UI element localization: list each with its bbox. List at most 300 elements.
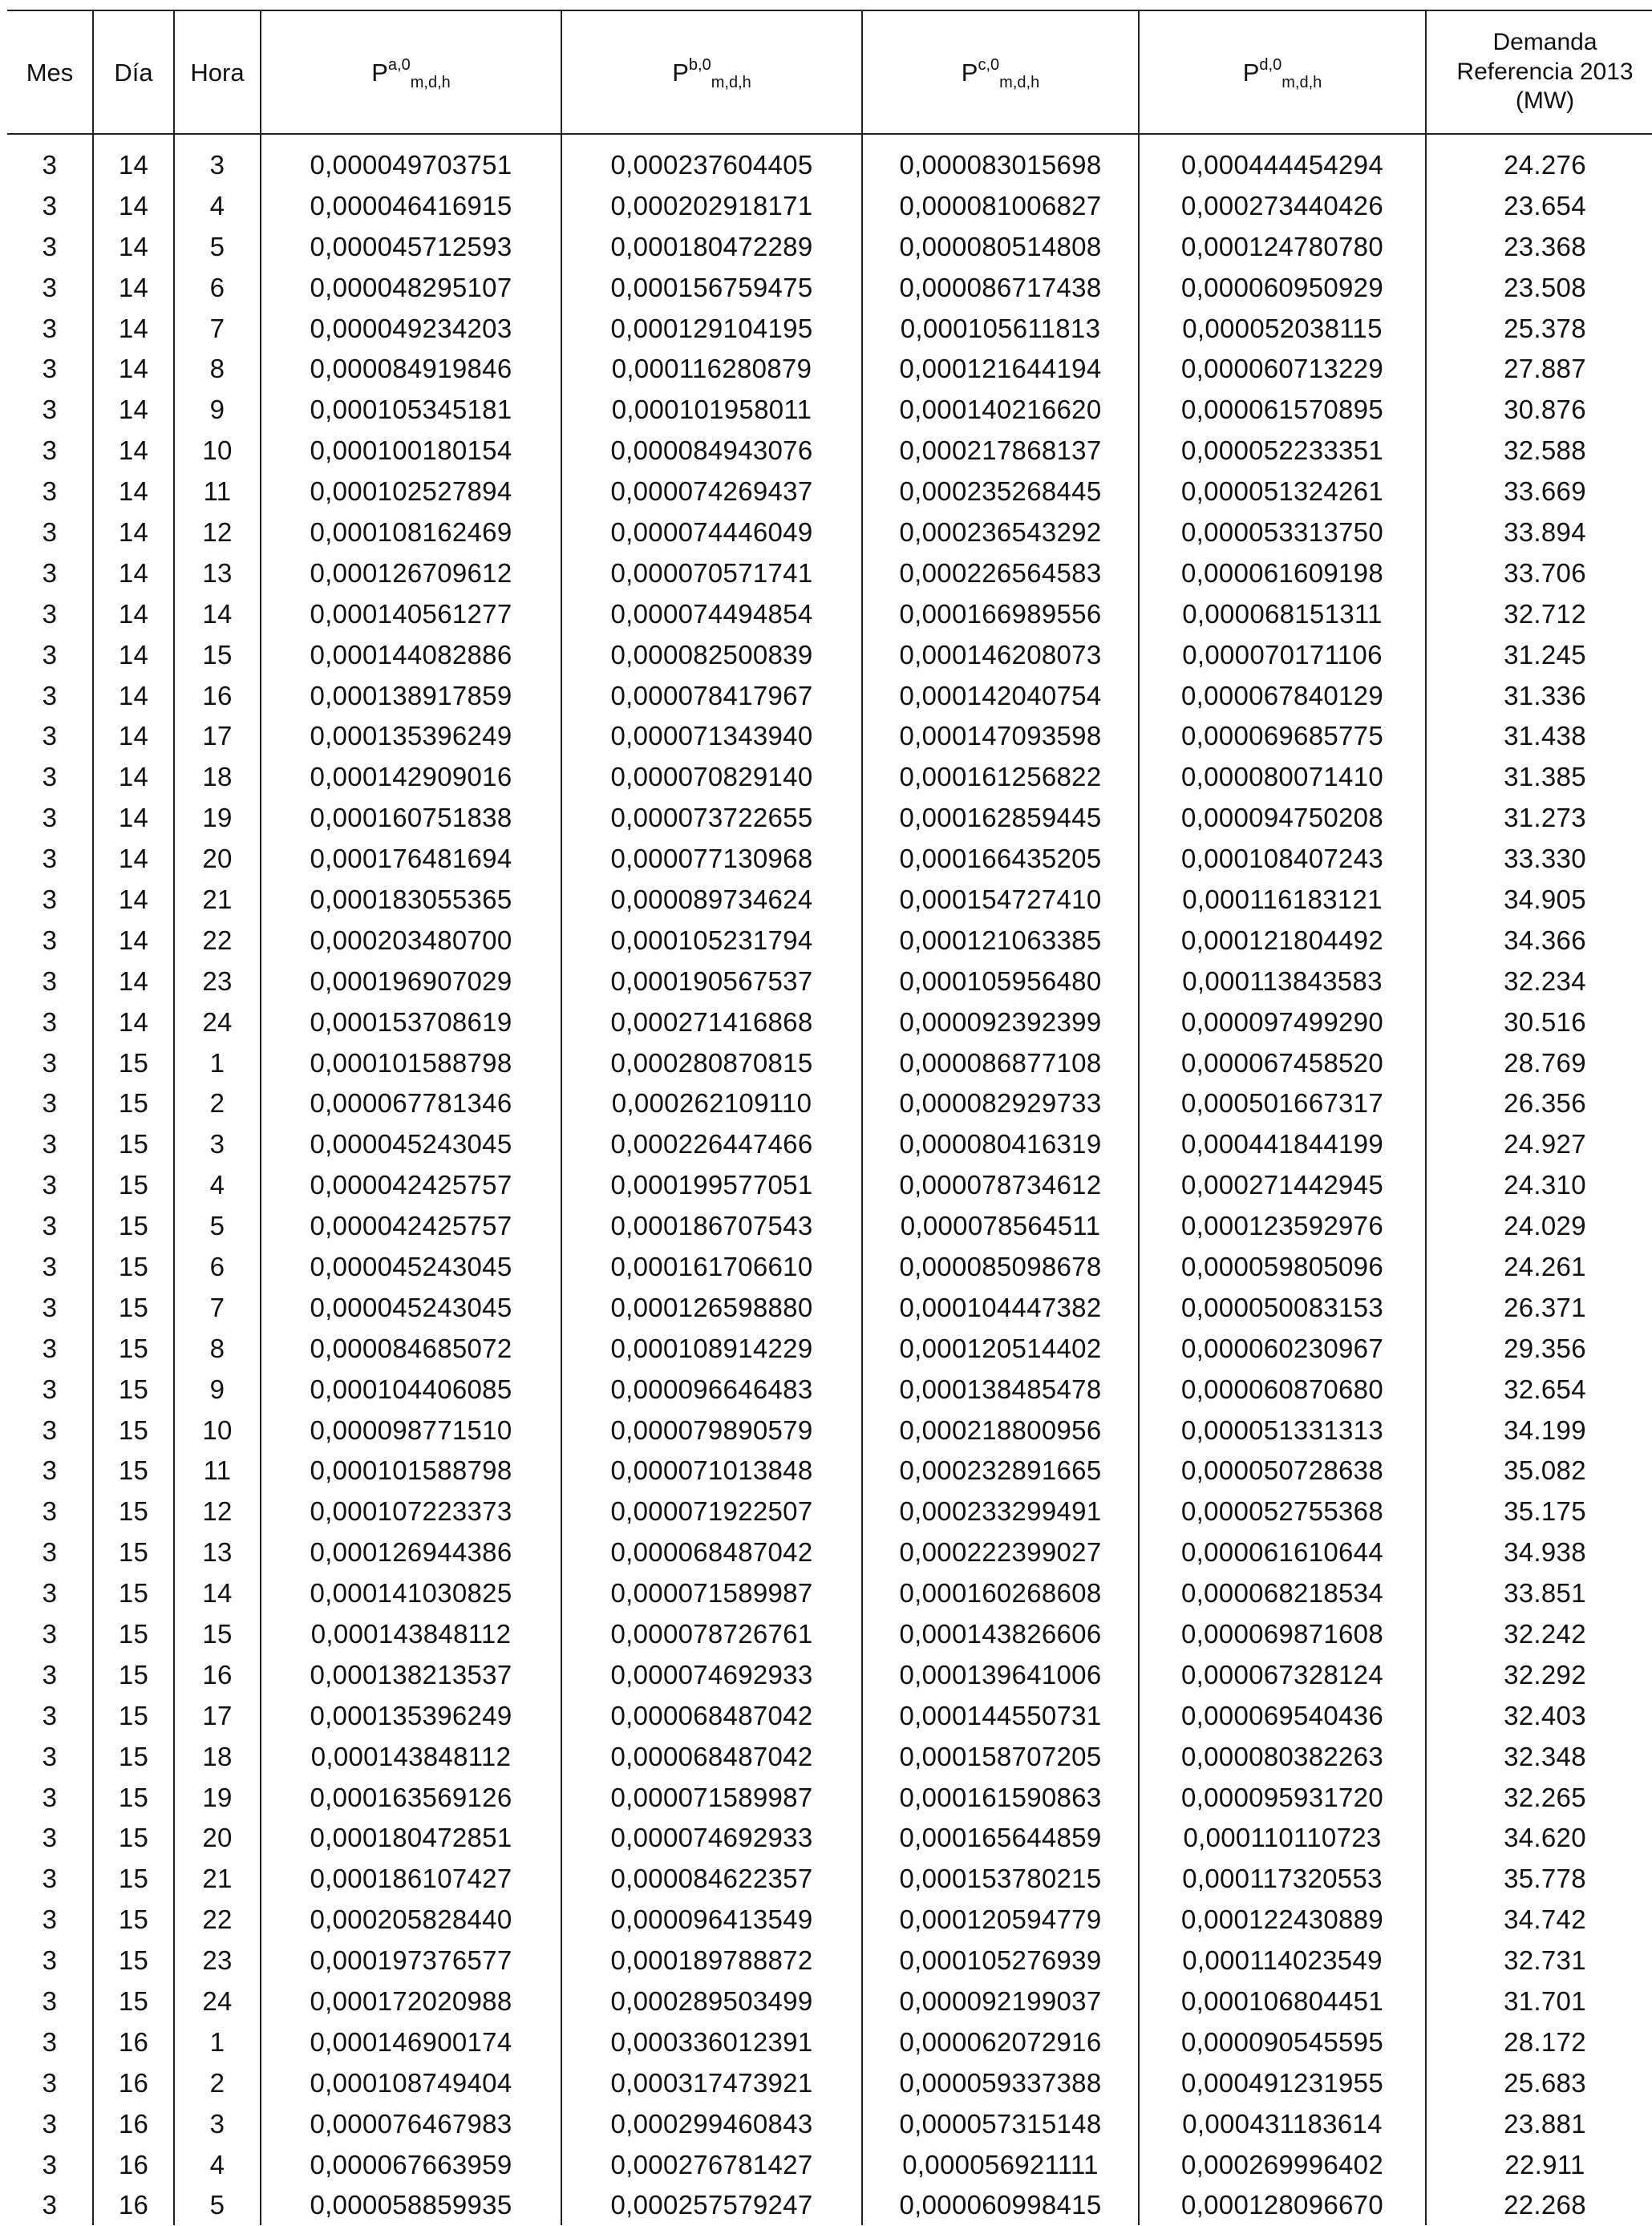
demanda-cell: 34.199	[1426, 1410, 1652, 1451]
table-row	[7, 1410, 1652, 1451]
demanda-cell: 34.366	[1426, 920, 1652, 961]
table-row	[7, 1654, 1652, 1695]
p-d-cell: 0,000051324261	[1139, 471, 1426, 512]
dia-cell: 14	[93, 308, 174, 349]
p-b-cell: 0,000199577051	[561, 1164, 862, 1205]
dia-cell: 15	[93, 1042, 174, 1083]
p-b-cell: 0,000071013848	[561, 1451, 862, 1491]
p-a-cell: 0,000172020988	[261, 1981, 561, 2022]
p-a-cell: 0,000141030825	[261, 1572, 561, 1613]
dia-cell: 14	[93, 348, 174, 389]
hora-cell: 23	[174, 961, 261, 1002]
p-d-cell: 0,000050728638	[1139, 1451, 1426, 1491]
p-a-cell: 0,000067781346	[261, 1083, 561, 1123]
demanda-cell: 32.234	[1426, 961, 1652, 1002]
demanda-cell: 24.276	[1426, 144, 1652, 185]
hora-cell: 8	[174, 1328, 261, 1369]
demanda-cell: 34.905	[1426, 879, 1652, 920]
demanda-cell: 33.330	[1426, 838, 1652, 879]
demanda-cell: 33.706	[1426, 552, 1652, 593]
p-d-cell: 0,000269996402	[1139, 2144, 1426, 2185]
hora-cell: 22	[174, 1899, 261, 1940]
mes-cell: 3	[42, 354, 58, 384]
p-b-cell: 0,000190567537	[561, 961, 862, 1002]
mes-cell: 3	[42, 965, 58, 996]
p-a-cell: 0,000101588798	[261, 1451, 561, 1491]
p-b-cell: 0,000129104195	[561, 308, 862, 349]
hora-cell: 6	[174, 1246, 261, 1287]
hora-cell: 4	[174, 2144, 261, 2185]
p-a-cell: 0,000058859935	[261, 2185, 561, 2226]
p-b-cell: 0,000280870815	[561, 1042, 862, 1083]
header-spacer-row	[7, 134, 1652, 144]
demanda-cell: 32.403	[1426, 1695, 1652, 1736]
table-row	[7, 838, 1652, 879]
mes-cell: 3	[42, 1374, 58, 1404]
p-d-cell: 0,000273440426	[1139, 185, 1426, 226]
p-a-cell: 0,000146900174	[261, 2022, 561, 2062]
p-d-cell: 0,000061610644	[1139, 1532, 1426, 1572]
p-c-cell: 0,000154727410	[862, 879, 1139, 920]
demanda-cell: 30.876	[1426, 389, 1652, 430]
mes-cell: 3	[42, 1945, 58, 1976]
p-b-cell: 0,000299460843	[561, 2103, 862, 2144]
p-c-cell: 0,000085098678	[862, 1246, 1139, 1287]
p-a-cell: 0,000153708619	[261, 1002, 561, 1042]
table-row	[7, 308, 1652, 349]
mes-cell: 3	[42, 1251, 58, 1281]
p-a-cell: 0,000107223373	[261, 1491, 561, 1532]
p-c-cell: 0,000121644194	[862, 348, 1139, 389]
table-row	[7, 2062, 1652, 2103]
hora-cell: 12	[174, 1491, 261, 1532]
p-b-cell: 0,000071922507	[561, 1491, 862, 1532]
p-a-cell: 0,000046416915	[261, 185, 561, 226]
header-demanda-line1: Demanda	[1492, 29, 1597, 56]
p-b-cell: 0,000074446049	[561, 512, 862, 552]
p-c-cell: 0,000233299491	[862, 1491, 1139, 1532]
table-row	[7, 471, 1652, 512]
demanda-cell: 32.292	[1426, 1654, 1652, 1695]
table-row	[7, 1451, 1652, 1491]
table-row	[7, 961, 1652, 1002]
header-hora: Hora	[174, 10, 261, 134]
mes-cell: 3	[42, 2149, 58, 2179]
p-d-cell: 0,000080382263	[1139, 1736, 1426, 1777]
p-c-cell: 0,000217868137	[862, 430, 1139, 471]
hora-cell: 7	[174, 308, 261, 349]
table-row	[7, 1123, 1652, 1164]
p-d-cell: 0,000060230967	[1139, 1328, 1426, 1369]
p-c-cell: 0,000161256822	[862, 756, 1139, 797]
hora-cell: 18	[174, 756, 261, 797]
table-row	[7, 1940, 1652, 1981]
table-row	[7, 756, 1652, 797]
p-a-cell: 0,000042425757	[261, 1205, 561, 1246]
p-a-cell: 0,000196907029	[261, 961, 561, 1002]
p-c-cell: 0,000143826606	[862, 1613, 1139, 1654]
mes-cell: 3	[42, 639, 58, 670]
dia-cell: 14	[93, 593, 174, 634]
p-c-cell: 0,000236543292	[862, 512, 1139, 552]
hora-cell: 11	[174, 471, 261, 512]
p-c-cell: 0,000086717438	[862, 267, 1139, 308]
hora-cell: 23	[174, 1940, 261, 1981]
p-b-cell: 0,000084622357	[561, 1858, 862, 1899]
p-a-cell: 0,000098771510	[261, 1410, 561, 1451]
table-row	[7, 1613, 1652, 1654]
demanda-cell: 31.385	[1426, 756, 1652, 797]
dia-cell: 15	[93, 1246, 174, 1287]
demanda-cell: 35.175	[1426, 1491, 1652, 1532]
mes-cell: 3	[42, 803, 58, 833]
p-c-cell: 0,000121063385	[862, 920, 1139, 961]
p-b-cell: 0,000237604405	[561, 144, 862, 185]
dia-cell: 14	[93, 634, 174, 675]
p-c-cell: 0,000105956480	[862, 961, 1139, 1002]
p-c-cell: 0,000147093598	[862, 715, 1139, 756]
mes-cell: 3	[42, 1129, 58, 1160]
p-b-cell: 0,000074269437	[561, 471, 862, 512]
p-a-cell: 0,000048295107	[261, 267, 561, 308]
p-d-cell: 0,000060713229	[1139, 348, 1426, 389]
p-a-cell: 0,000126709612	[261, 552, 561, 593]
hora-cell: 14	[174, 1572, 261, 1613]
hora-cell: 18	[174, 1736, 261, 1777]
mes-cell: 3	[42, 516, 58, 547]
p-d-cell: 0,000122430889	[1139, 1899, 1426, 1940]
dia-cell: 15	[93, 1369, 174, 1410]
p-a-cell: 0,000138917859	[261, 675, 561, 716]
header-mes: Mes	[7, 10, 93, 134]
p-b-cell: 0,000071589987	[561, 1572, 862, 1613]
hora-cell: 16	[174, 1654, 261, 1695]
hora-cell: 21	[174, 879, 261, 920]
p-c-cell: 0,000105611813	[862, 308, 1139, 349]
p-a-cell: 0,000084685072	[261, 1328, 561, 1369]
mes-cell: 3	[42, 598, 58, 629]
dia-cell: 16	[93, 2185, 174, 2226]
p-b-cell: 0,000084943076	[561, 430, 862, 471]
p-a-cell: 0,000135396249	[261, 715, 561, 756]
hora-cell: 5	[174, 226, 261, 267]
p-c-cell: 0,000153780215	[862, 1858, 1139, 1899]
p-d-cell: 0,000050083153	[1139, 1287, 1426, 1328]
p-a-cell: 0,000108749404	[261, 2062, 561, 2103]
p-c-cell: 0,000162859445	[862, 797, 1139, 838]
p-d-cell: 0,000094750208	[1139, 797, 1426, 838]
dia-cell: 15	[93, 1491, 174, 1532]
p-c-cell: 0,000160268608	[862, 1572, 1139, 1613]
hora-cell: 16	[174, 675, 261, 716]
p-c-cell: 0,000056921111	[862, 2144, 1139, 2185]
table-row	[7, 389, 1652, 430]
p-c-cell: 0,000086877108	[862, 1042, 1139, 1083]
p-d-cell: 0,000501667317	[1139, 1083, 1426, 1123]
dia-cell: 15	[93, 1981, 174, 2022]
demanda-cell: 32.654	[1426, 1369, 1652, 1410]
dia-cell: 14	[93, 715, 174, 756]
p-c-cell: 0,000080514808	[862, 226, 1139, 267]
header-p-a-base: P	[371, 58, 388, 87]
hora-cell: 13	[174, 552, 261, 593]
p-d-cell: 0,000271442945	[1139, 1164, 1426, 1205]
demanda-cell: 25.378	[1426, 308, 1652, 349]
hora-cell: 9	[174, 1369, 261, 1410]
header-demanda-line2: Referencia 2013	[1456, 58, 1634, 85]
header-p-c-base: P	[961, 58, 978, 87]
p-b-cell: 0,000078417967	[561, 675, 862, 716]
p-b-cell: 0,000336012391	[561, 2022, 862, 2062]
dia-cell: 16	[93, 2103, 174, 2144]
header-dia: Día	[93, 10, 174, 134]
mes-cell: 3	[42, 557, 58, 588]
p-c-cell: 0,000078734612	[862, 1164, 1139, 1205]
dia-cell: 15	[93, 1451, 174, 1491]
table-row	[7, 1042, 1652, 1083]
mes-cell: 3	[42, 1455, 58, 1486]
table-row	[7, 185, 1652, 226]
demanda-cell: 31.438	[1426, 715, 1652, 756]
p-c-cell: 0,000158707205	[862, 1736, 1139, 1777]
p-b-cell: 0,000180472289	[561, 226, 862, 267]
p-d-cell: 0,000444454294	[1139, 144, 1426, 185]
demanda-cell: 30.516	[1426, 1002, 1652, 1042]
demanda-cell: 26.356	[1426, 1083, 1652, 1123]
hora-cell: 10	[174, 1410, 261, 1451]
demanda-cell: 24.927	[1426, 1123, 1652, 1164]
p-d-cell: 0,000116183121	[1139, 879, 1426, 920]
p-b-cell: 0,000073722655	[561, 797, 862, 838]
p-a-cell: 0,000042425757	[261, 1164, 561, 1205]
demanda-cell: 28.769	[1426, 1042, 1652, 1083]
header-p-b	[561, 10, 862, 134]
p-c-cell: 0,000062072916	[862, 2022, 1139, 2062]
hora-cell: 8	[174, 348, 261, 389]
dia-cell: 15	[93, 1205, 174, 1246]
p-c-cell: 0,000146208073	[862, 634, 1139, 675]
demanda-cell: 32.588	[1426, 430, 1652, 471]
p-d-cell: 0,000090545595	[1139, 2022, 1426, 2062]
mes-cell: 3	[42, 721, 58, 751]
p-c-cell: 0,000166435205	[862, 838, 1139, 879]
p-b-cell: 0,000068487042	[561, 1695, 862, 1736]
demanda-cell: 24.310	[1426, 1164, 1652, 1205]
p-a-cell: 0,000102527894	[261, 471, 561, 512]
p-b-cell: 0,000257579247	[561, 2185, 862, 2226]
table-row	[7, 226, 1652, 267]
p-b-cell: 0,000116280879	[561, 348, 862, 389]
header-p-c	[862, 10, 1139, 134]
header-p-a-subscript: m,d,h	[410, 73, 451, 91]
demanda-cell: 34.742	[1426, 1899, 1652, 1940]
hora-cell: 17	[174, 715, 261, 756]
mes-cell: 3	[42, 2026, 58, 2057]
p-d-cell: 0,000124780780	[1139, 226, 1426, 267]
p-d-cell: 0,000061609198	[1139, 552, 1426, 593]
p-d-cell: 0,000067328124	[1139, 1654, 1426, 1695]
p-b-cell: 0,000070829140	[561, 756, 862, 797]
mes-cell: 3	[42, 844, 58, 874]
table-row	[7, 267, 1652, 308]
p-c-cell: 0,000142040754	[862, 675, 1139, 716]
p-d-cell: 0,000114023549	[1139, 1940, 1426, 1981]
table-row	[7, 144, 1652, 185]
p-d-cell: 0,000108407243	[1139, 838, 1426, 879]
p-a-cell: 0,000049703751	[261, 144, 561, 185]
p-c-cell: 0,000232891665	[862, 1451, 1139, 1491]
p-b-cell: 0,000074692933	[561, 1818, 862, 1859]
dia-cell: 14	[93, 879, 174, 920]
p-c-cell: 0,000104447382	[862, 1287, 1139, 1328]
hora-cell: 5	[174, 1205, 261, 1246]
table-row	[7, 1002, 1652, 1042]
p-b-cell: 0,000068487042	[561, 1736, 862, 1777]
table-row	[7, 920, 1652, 961]
hora-cell: 14	[174, 593, 261, 634]
hora-cell: 7	[174, 1287, 261, 1328]
header-p-b-subscript: m,d,h	[711, 73, 751, 91]
dia-cell: 14	[93, 267, 174, 308]
p-c-cell: 0,000081006827	[862, 185, 1139, 226]
dia-cell: 15	[93, 1695, 174, 1736]
header-p-c-subscript: m,d,h	[999, 73, 1040, 91]
dia-cell: 15	[93, 1899, 174, 1940]
table-row	[7, 675, 1652, 716]
mes-cell: 3	[42, 884, 58, 914]
table-body	[7, 134, 1652, 2225]
header-demanda	[1426, 10, 1652, 134]
p-d-cell: 0,000068151311	[1139, 593, 1426, 634]
demanda-cell: 32.712	[1426, 593, 1652, 634]
p-a-cell: 0,000045712593	[261, 226, 561, 267]
p-c-cell: 0,000161590863	[862, 1777, 1139, 1818]
p-d-cell: 0,000128096670	[1139, 2185, 1426, 2226]
hora-cell: 3	[174, 1123, 261, 1164]
table-row	[7, 1246, 1652, 1287]
demanda-cell: 34.938	[1426, 1532, 1652, 1572]
dia-cell: 15	[93, 1410, 174, 1451]
table-row	[7, 1164, 1652, 1205]
p-b-cell: 0,000276781427	[561, 2144, 862, 2185]
p-a-cell: 0,000142909016	[261, 756, 561, 797]
p-d-cell: 0,000069685775	[1139, 715, 1426, 756]
table-row	[7, 1205, 1652, 1246]
hora-cell: 3	[174, 144, 261, 185]
dia-cell: 15	[93, 1818, 174, 1859]
p-d-cell: 0,000069871608	[1139, 1613, 1426, 1654]
p-d-cell: 0,000052755368	[1139, 1491, 1426, 1532]
header-p-d	[1139, 10, 1426, 134]
p-b-cell: 0,000068487042	[561, 1532, 862, 1572]
table-row	[7, 2103, 1652, 2144]
p-a-cell: 0,000205828440	[261, 1899, 561, 1940]
p-b-cell: 0,000156759475	[561, 267, 862, 308]
table-row	[7, 1328, 1652, 1369]
hora-cell: 20	[174, 1818, 261, 1859]
p-c-cell: 0,000057315148	[862, 2103, 1139, 2144]
p-a-cell: 0,000045243045	[261, 1123, 561, 1164]
dia-cell: 14	[93, 471, 174, 512]
table-row	[7, 430, 1652, 471]
table-row	[7, 715, 1652, 756]
mes-cell: 3	[42, 1700, 58, 1730]
p-a-cell: 0,000143848112	[261, 1613, 561, 1654]
p-d-cell: 0,000052233351	[1139, 430, 1426, 471]
demanda-cell: 31.273	[1426, 797, 1652, 838]
hora-cell: 10	[174, 430, 261, 471]
p-b-cell: 0,000126598880	[561, 1287, 862, 1328]
hora-cell: 5	[174, 2185, 261, 2226]
dia-cell: 16	[93, 2062, 174, 2103]
demanda-cell: 33.894	[1426, 512, 1652, 552]
p-a-cell: 0,000140561277	[261, 593, 561, 634]
p-a-cell: 0,000163569126	[261, 1777, 561, 1818]
p-a-cell: 0,000108162469	[261, 512, 561, 552]
p-a-cell: 0,000143848112	[261, 1736, 561, 1777]
table-row	[7, 1818, 1652, 1859]
mes-cell: 3	[42, 1782, 58, 1812]
dia-cell: 14	[93, 920, 174, 961]
mes-cell: 3	[42, 1619, 58, 1649]
mes-cell: 3	[42, 395, 58, 425]
p-c-cell: 0,000105276939	[862, 1940, 1139, 1981]
p-d-cell: 0,000123592976	[1139, 1205, 1426, 1246]
p-c-cell: 0,000166989556	[862, 593, 1139, 634]
p-a-cell: 0,000138213537	[261, 1654, 561, 1695]
table-row	[7, 1083, 1652, 1123]
mes-cell: 3	[42, 1537, 58, 1568]
mes-cell: 3	[42, 2067, 58, 2098]
p-d-cell: 0,000067840129	[1139, 675, 1426, 716]
p-a-cell: 0,000045243045	[261, 1246, 561, 1287]
p-d-cell: 0,000491231955	[1139, 2062, 1426, 2103]
mes-cell: 3	[42, 680, 58, 710]
dia-cell: 14	[93, 226, 174, 267]
demanda-cell: 32.348	[1426, 1736, 1652, 1777]
table-row	[7, 1695, 1652, 1736]
demanda-cell: 35.778	[1426, 1858, 1652, 1899]
dia-cell: 15	[93, 1164, 174, 1205]
dia-cell: 14	[93, 144, 174, 185]
p-d-cell: 0,000117320553	[1139, 1858, 1426, 1899]
dia-cell: 16	[93, 2144, 174, 2185]
table-row	[7, 2022, 1652, 2062]
dia-cell: 14	[93, 756, 174, 797]
p-b-cell: 0,000074692933	[561, 1654, 862, 1695]
mes-cell: 3	[42, 1333, 58, 1363]
header-p-a-superscript: a,0	[387, 55, 411, 74]
p-b-cell: 0,000271416868	[561, 1002, 862, 1042]
mes-cell: 3	[42, 1823, 58, 1853]
p-d-cell: 0,000067458520	[1139, 1042, 1426, 1083]
dia-cell: 14	[93, 838, 174, 879]
table-row	[7, 634, 1652, 675]
table-row	[7, 593, 1652, 634]
demanda-cell: 22.268	[1426, 2185, 1652, 2226]
p-b-cell: 0,000077130968	[561, 838, 862, 879]
p-c-cell: 0,000235268445	[862, 471, 1139, 512]
demanda-cell: 32.731	[1426, 1940, 1652, 1981]
p-c-cell: 0,000138485478	[862, 1369, 1139, 1410]
p-c-cell: 0,000165644859	[862, 1818, 1139, 1859]
demanda-cell: 27.887	[1426, 348, 1652, 389]
p-d-cell: 0,000431183614	[1139, 2103, 1426, 2144]
header-p-c-superscript: c,0	[978, 55, 1000, 74]
hora-cell: 22	[174, 920, 261, 961]
mes-cell: 3	[42, 1292, 58, 1322]
mes-cell: 3	[42, 1211, 58, 1241]
